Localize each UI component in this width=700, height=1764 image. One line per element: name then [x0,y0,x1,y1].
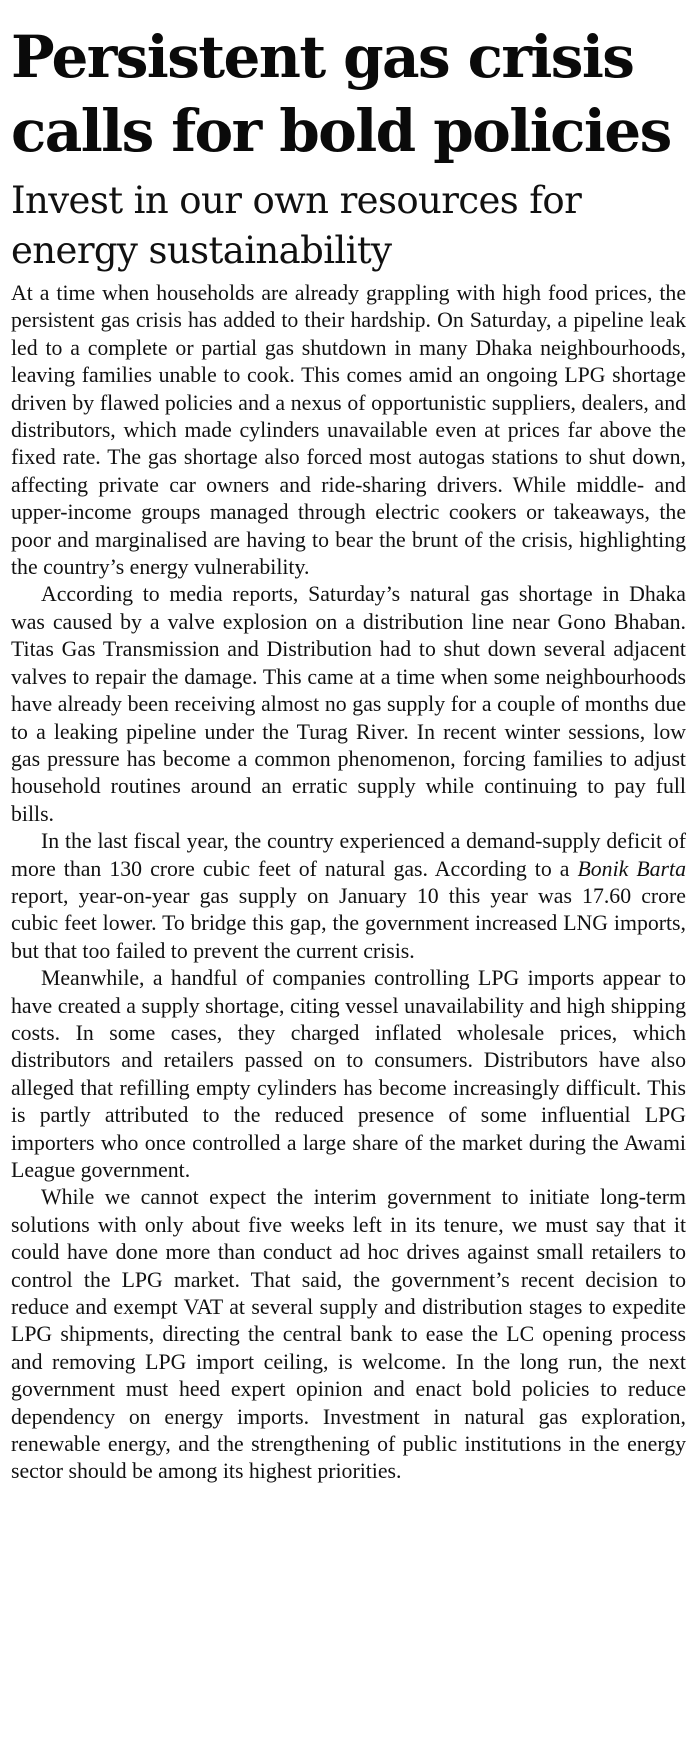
paragraph-2: According to media reports, Saturday’s natural gas shortage in Dhaka was caused by a valve explosion on a distribution line near Gono Bhaban. Titas Gas Transmission and Distribution had to shut down several adjacent valves to repair the damage. This came at a time when some neighbourhoods have already been receiving almost no gas supply for a couple of months due to a leaking pipeline under the Turag River. In recent winter sessions, low gas pressure has become a common phenomenon, forcing families to adjust household routines around an erratic supply while continuing to pay full bills. [11,582,686,826]
article-body [11,280,686,1486]
paragraph-4: Meanwhile, a handful of companies controlling LPG imports appear to have created a supply shortage, citing vessel unavailability and high shipping costs. In some cases, they charged inflated wholesale prices, which distributors and retailers passed on to consumers. Distributors have also alleged that refilling empty cylinders has become increasingly difficult. This is partly attributed to the reduced presence of some influential LPG importers who once controlled a large share of the market during the Awami League government. [11,966,686,1182]
paragraph-3-text-start: In the last fiscal year, the country experienced a demand-supply deficit of more than 130 crore cubic feet of natural gas. According to a [11,829,686,881]
headline: Persistent gas crisis calls for bold policies [11,23,671,165]
source-publication-name: Bonik Barta [577,856,686,881]
subheadline: Invest in our own resources for energy sustainability [11,179,582,272]
paragraph-5: While we cannot expect the interim government to initiate long-term solutions with only about five weeks left in its tenure, we must say that it could have done more than conduct ad hoc drives against small retailers to control the LPG market. That said, the government’s recent decision to reduce and exempt VAT at several supply and distribution stages to expedite LPG shipments, directing the central bank to ease the LC opening process and removing LPG import ceiling, is welcome. In the long run, the next government must heed expert opinion and enact bold policies to reduce dependency on energy imports. Investment in natural gas exploration, renewable energy, and the strengthening of public institutions in the energy sector should be among its highest priorities. [11,1185,686,1484]
paragraph-3 [11,828,686,965]
paragraph-3-text-end: report, year-on-year gas supply on January 10 this year was 17.60 crore cubic feet lower. To bridge this gap, the government increased LNG imports, but that too failed to prevent the current crisis. [11,883,686,963]
paragraph-1: At a time when households are already grappling with high food prices, the persistent gas crisis has added to their hardship. On Saturday, a pipeline leak led to a complete or partial gas shutdown in many Dhaka neighbourhoods, leaving families unable to cook. This comes amid an ongoing LPG shortage driven by flawed policies and a nexus of opportunistic suppliers, dealers, and distributors, which made cylinders unavailable even at prices far above the fixed rate. The gas shortage also forced most autogas stations to shut down, affecting private car owners and ride-sharing drivers. While middle- and upper-income groups managed through electric cookers or takeaways, the poor and marginalised are having to bear the brunt of the crisis, highlighting the country’s energy vulnerability. [11,281,686,580]
